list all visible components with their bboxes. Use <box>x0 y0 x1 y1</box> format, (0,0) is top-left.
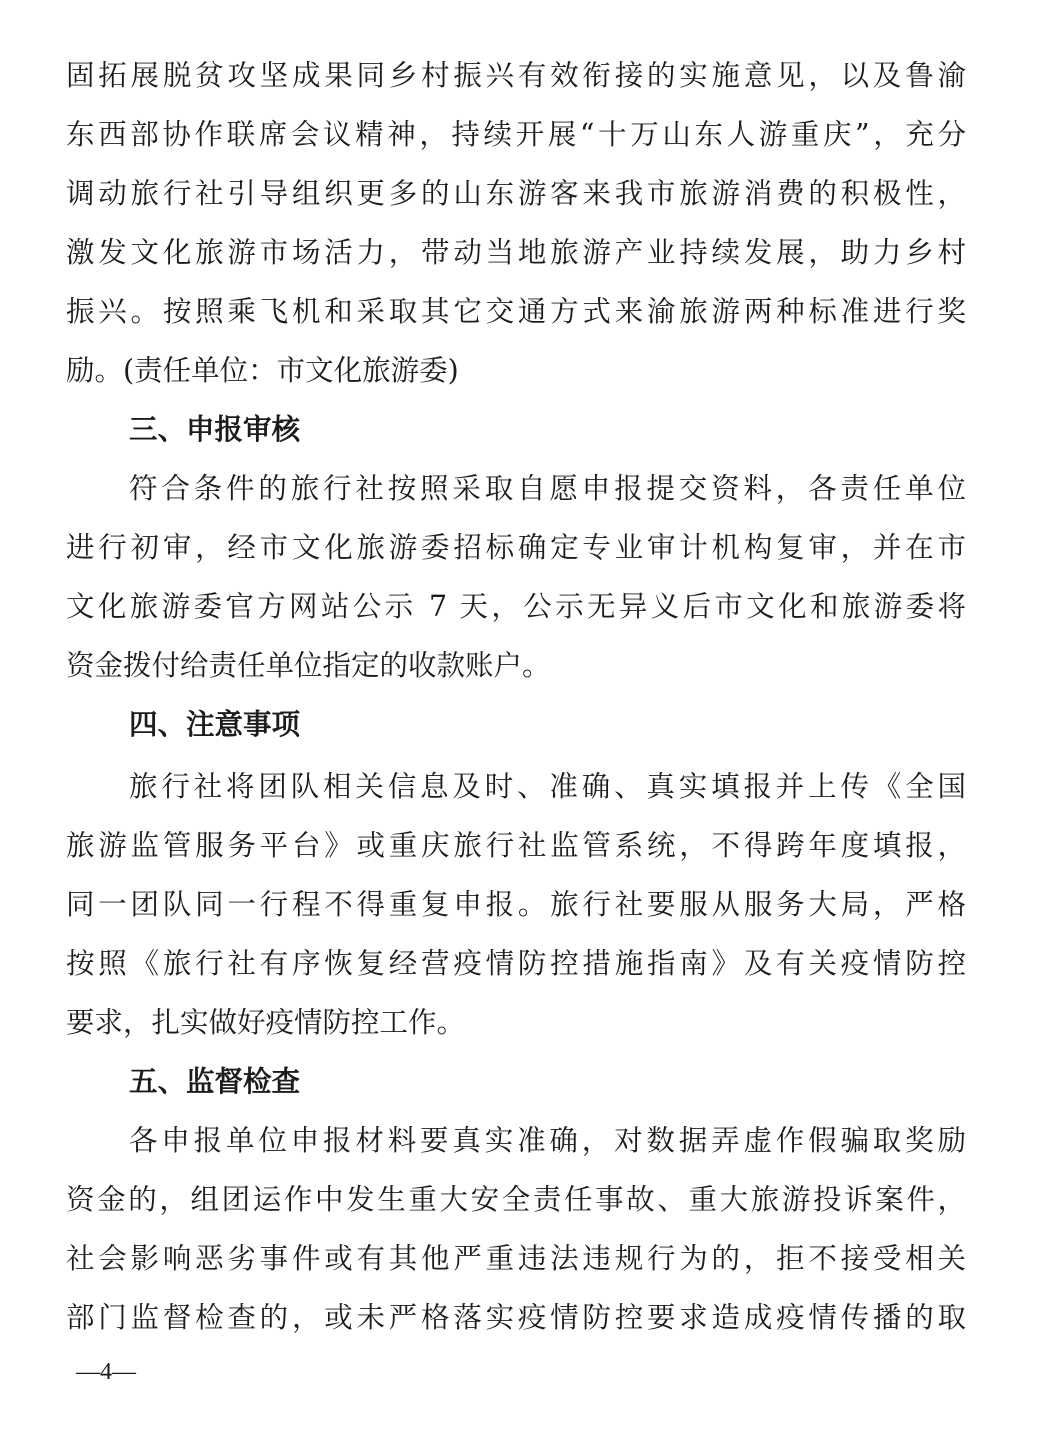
paragraph-line: 进行初审，经市文化旅游委招标确定专业审计机构复审，并在市 <box>66 531 966 564</box>
paragraph-line: 东西部协作联席会议精神，持续开展“十万山东人游重庆”，充分 <box>66 118 966 151</box>
paragraph-line: 励。(责任单位：市文化旅游委) <box>66 354 459 387</box>
paragraph-line: 激发文化旅游市场活力，带动当地旅游产业持续发展，助力乡村 <box>66 236 966 269</box>
paragraph-line: 部门监督检查的，或未严格落实疫情防控要求造成疫情传播的取 <box>66 1301 966 1334</box>
paragraph-line: 调动旅行社引导组织更多的山东游客来我市旅游消费的积极性， <box>66 177 966 210</box>
paragraph-line: 社会影响恶劣事件或有其他严重违法违规行为的，拒不接受相关 <box>66 1242 966 1275</box>
section-heading-review: 三、申报审核 <box>129 413 301 446</box>
paragraph-line: 固拓展脱贫攻坚成果同乡村振兴有效衔接的实施意见，以及鲁渝 <box>66 59 966 92</box>
paragraph-line: 振兴。按照乘飞机和采取其它交通方式来渝旅游两种标准进行奖 <box>66 295 966 328</box>
paragraph-line: 符合条件的旅行社按照采取自愿申报提交资料，各责任单位 <box>129 472 966 505</box>
paragraph-line: 资金拨付给责任单位指定的收款账户。 <box>66 649 551 682</box>
paragraph-line: 按照《旅行社有序恢复经营疫情防控措施指南》及有关疫情防控 <box>66 947 966 980</box>
paragraph-line: 旅游监管服务平台》或重庆旅行社监管系统，不得跨年度填报， <box>66 829 966 862</box>
paragraph-line: 同一团队同一行程不得重复申报。旅行社要服从服务大局，严格 <box>66 888 966 921</box>
paragraph-line: 文化旅游委官方网站公示 7 天，公示无异义后市文化和旅游委将 <box>66 590 966 623</box>
paragraph-line: 各申报单位申报材料要真实准确，对数据弄虚作假骗取奖励 <box>129 1124 966 1157</box>
page-number: —4— <box>76 1359 136 1385</box>
paragraph-line: 旅行社将团队相关信息及时、准确、真实填报并上传《全国 <box>129 770 966 803</box>
section-heading-supervision: 五、监督检查 <box>129 1065 301 1098</box>
paragraph-line: 资金的，组团运作中发生重大安全责任事故、重大旅游投诉案件， <box>66 1183 966 1216</box>
section-heading-notes: 四、注意事项 <box>129 708 301 741</box>
paragraph-line: 要求，扎实做好疫情防控工作。 <box>66 1006 466 1039</box>
